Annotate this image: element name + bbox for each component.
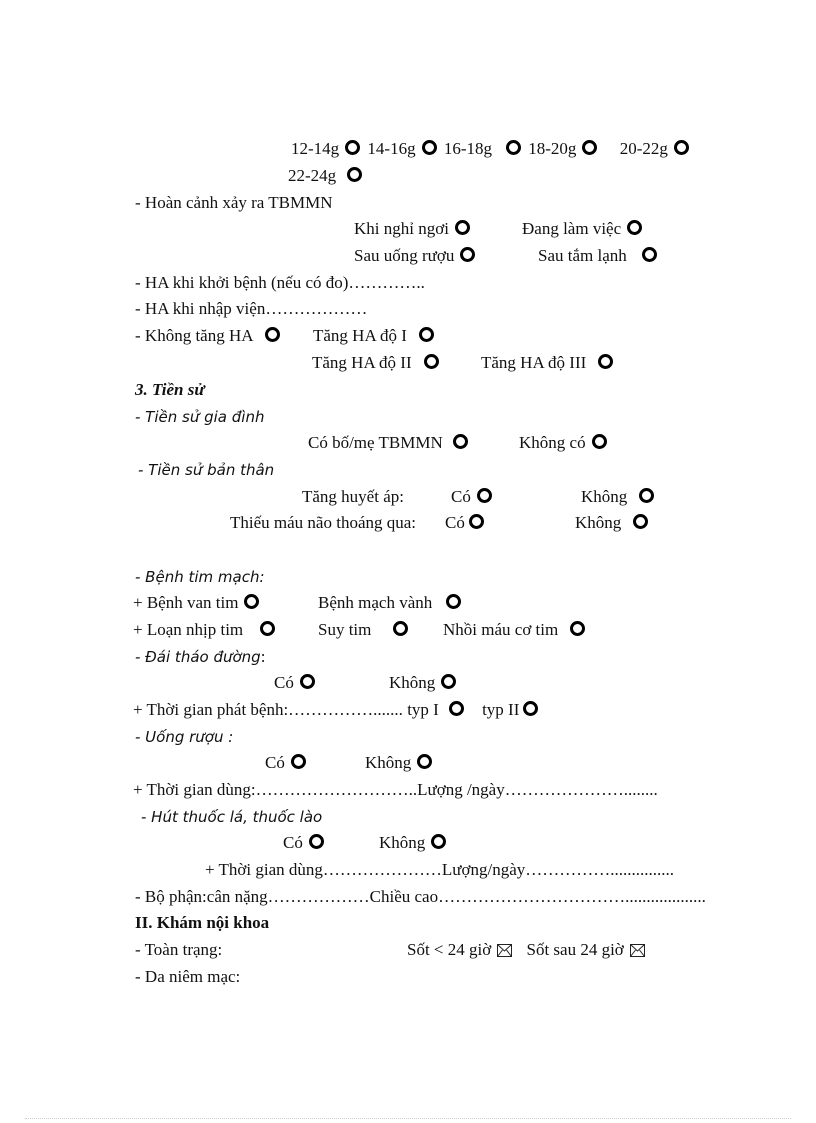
onset-row-1b: [522, 219, 642, 239]
htn-history-yes: [451, 487, 492, 507]
cardio-row-1b: [318, 593, 461, 613]
arrhythmia-label: + Loạn nhịp tim: [133, 620, 244, 639]
diabetes-yes: [274, 673, 315, 693]
htn-history-no: [581, 487, 654, 507]
smoking-usage: + Thời gian dùng…………………Lượng/ngày……………...............: [205, 860, 675, 879]
radio-htn-yes[interactable]: [477, 488, 492, 503]
radio-family-yes[interactable]: [453, 434, 468, 449]
radio-onset-rest[interactable]: [455, 220, 470, 235]
body-measurements: - Bộ phận:cân nặng………………Chiều cao……………………………...................: [135, 887, 706, 906]
radio-tia-no[interactable]: [633, 514, 648, 529]
weight-label-12-14: 12-14g: [291, 139, 340, 158]
smoking-label: - Hút thuốc lá, thuốc lào: [141, 808, 323, 826]
smoking-yes-label: Có: [283, 833, 303, 852]
diabetes-onset-row: [133, 700, 538, 720]
personal-history-label: - Tiền sử bản thân: [138, 461, 275, 479]
infarct-label: Nhồi máu cơ tim: [443, 620, 559, 639]
failure-label: Suy tim: [318, 620, 372, 639]
bp-grade3-label: Tăng HA độ III: [481, 353, 587, 372]
fever-lt24-label: Sốt < 24 giờ: [407, 940, 492, 959]
htn-yes-label: Có: [451, 487, 471, 506]
diabetes-no-label: Không: [389, 673, 436, 692]
family-no-label: Không có: [519, 433, 586, 452]
page-footer-divider: [25, 1118, 791, 1119]
weight-label-14-16: 14-16g: [367, 139, 416, 158]
onset-row-1: [354, 219, 470, 239]
bp-grade2-label: Tăng HA độ II: [312, 353, 412, 372]
radio-weight-22-24[interactable]: [347, 167, 362, 182]
bp-row-2: [312, 353, 439, 373]
checkbox-fever-gt24[interactable]: [630, 944, 645, 957]
fever-row: [407, 940, 645, 960]
cardio-label: - Bệnh tim mạch:: [135, 568, 265, 586]
radio-diabetes-yes[interactable]: [300, 674, 315, 689]
skin-label: - Da niêm mạc:: [135, 967, 241, 986]
radio-onset-cold[interactable]: [642, 247, 657, 262]
smoking-yes: [283, 833, 324, 853]
weight-label-16-18: 16-18g: [443, 139, 493, 158]
alcohol-yes: [265, 753, 306, 773]
smoking-no-label: Không: [379, 833, 426, 852]
cardio-row-2: [133, 620, 275, 640]
cardio-row-1: [133, 593, 259, 613]
alcohol-no-label: Không: [365, 753, 412, 772]
onset-label: - Hoàn cảnh xảy ra TBMMN: [135, 193, 333, 212]
weight-label-20-22: 20-22g: [619, 139, 668, 158]
radio-failure[interactable]: [393, 621, 408, 636]
diabetes-colon: :: [260, 647, 266, 666]
htn-history-label: Tăng huyết áp:: [302, 487, 404, 506]
radio-htn-grade3[interactable]: [598, 354, 613, 369]
weight-label-18-20: 18-20g: [528, 139, 577, 158]
exam-heading: II. Khám nội khoa: [135, 913, 270, 932]
radio-diabetes-no[interactable]: [441, 674, 456, 689]
diabetes-type1-label: typ I: [407, 700, 439, 719]
radio-htn-grade1[interactable]: [419, 327, 434, 342]
radio-coronary[interactable]: [446, 594, 461, 609]
radio-alcohol-yes[interactable]: [291, 754, 306, 769]
family-row-b: [519, 433, 607, 453]
onset-work-label: Đang làm việc: [522, 219, 622, 238]
radio-htn-no[interactable]: [639, 488, 654, 503]
onset-row-2b: [538, 246, 657, 266]
bp-no-htn-label: - Không tăng HA: [135, 326, 254, 345]
radio-weight-16-18[interactable]: [506, 140, 521, 155]
tia-history-yes: [445, 513, 484, 533]
tia-history-no: [575, 513, 648, 533]
radio-tia-yes[interactable]: [469, 514, 484, 529]
family-row: [308, 433, 468, 453]
checkbox-fever-lt24[interactable]: [497, 944, 512, 957]
cardio-row-2c: [443, 620, 585, 640]
family-yes-label: Có bố/mẹ TBMMN: [308, 433, 443, 452]
bp-row-2b: [481, 353, 613, 373]
alcohol-yes-label: Có: [265, 753, 285, 772]
radio-weight-18-20[interactable]: [582, 140, 597, 155]
tia-no-label: Không: [575, 513, 622, 532]
radio-no-htn[interactable]: [265, 327, 280, 342]
family-history-label: - Tiền sử gia đình: [135, 408, 265, 426]
weight-options-row-2: [288, 166, 362, 186]
coronary-label: Bệnh mạch vành: [318, 593, 433, 612]
diabetes-label: - Đái tháo đường: [135, 648, 261, 666]
alcohol-label: - Uống rượu :: [135, 728, 234, 746]
radio-infarct[interactable]: [570, 621, 585, 636]
radio-onset-alcohol[interactable]: [460, 247, 475, 262]
general-label: - Toàn trạng:: [135, 940, 223, 959]
fever-gt24-label: Sốt sau 24 giờ: [526, 940, 624, 959]
bp-grade1-label: Tăng HA độ I: [313, 326, 407, 345]
weight-label-22-24: 22-24g: [288, 166, 337, 185]
radio-alcohol-no[interactable]: [417, 754, 432, 769]
radio-arrhythmia[interactable]: [260, 621, 275, 636]
htn-no-label: Không: [581, 487, 628, 506]
radio-smoking-no[interactable]: [431, 834, 446, 849]
bp-admit-label: - HA khi nhập viện………………: [135, 299, 368, 318]
radio-weight-12-14[interactable]: [345, 140, 360, 155]
valve-label: + Bệnh van tim: [133, 593, 239, 612]
diabetes-label-row: [135, 647, 265, 667]
tia-yes-label: Có: [445, 513, 465, 532]
radio-weight-20-22[interactable]: [674, 140, 689, 155]
bp-onset-label: - HA khi khởi bệnh (nếu có đo)…………..: [135, 273, 425, 292]
alcohol-usage: + Thời gian dùng:………………………..Lượng /ngày…………………........: [133, 780, 658, 799]
radio-valve[interactable]: [244, 594, 259, 609]
radio-htn-grade2[interactable]: [424, 354, 439, 369]
radio-onset-work[interactable]: [627, 220, 642, 235]
diabetes-yes-label: Có: [274, 673, 294, 692]
history-heading: 3. Tiền sử: [135, 380, 205, 399]
diabetes-no: [389, 673, 456, 693]
weight-options-row: [291, 139, 689, 159]
smoking-no: [379, 833, 446, 853]
tia-history-label: Thiếu máu não thoáng qua:: [230, 513, 417, 532]
onset-alcohol-label: Sau uống rượu: [354, 246, 455, 265]
radio-diabetes-type2[interactable]: [523, 701, 538, 716]
radio-diabetes-type1[interactable]: [449, 701, 464, 716]
radio-weight-14-16[interactable]: [422, 140, 437, 155]
bp-row-1b: [313, 326, 434, 346]
cardio-row-2b: [318, 620, 408, 640]
radio-smoking-yes[interactable]: [309, 834, 324, 849]
bp-row-1: [135, 326, 280, 346]
onset-cold-label: Sau tắm lạnh: [538, 246, 627, 265]
onset-row-2: [354, 246, 475, 266]
diabetes-onset-label: + Thời gian phát bệnh:…………….......: [133, 700, 403, 719]
alcohol-no: [365, 753, 432, 773]
diabetes-type2-label: typ II: [482, 700, 520, 719]
radio-family-no[interactable]: [592, 434, 607, 449]
onset-rest-label: Khi nghỉ ngơi: [354, 219, 449, 238]
